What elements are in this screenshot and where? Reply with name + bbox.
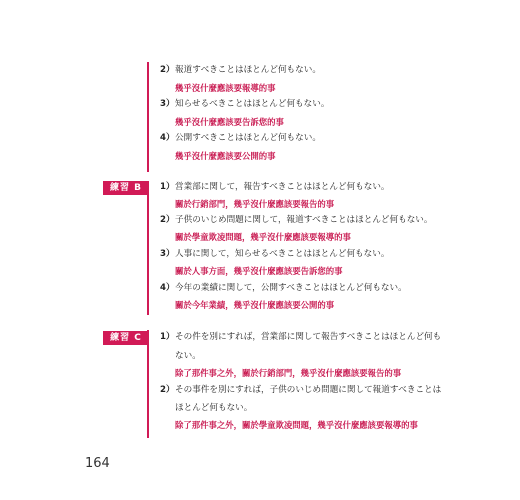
item-number: 1）	[160, 332, 175, 342]
japanese-sentence-continued: ない。	[175, 351, 201, 361]
list-item	[160, 280, 450, 298]
page-number: 164	[85, 456, 110, 471]
item-number: 4）	[160, 133, 175, 143]
list-item	[160, 179, 450, 197]
list-item	[160, 212, 450, 230]
japanese-sentence: 人事に関して，知らせるべきことはほとんど何もない。	[175, 249, 390, 259]
item-number: 2）	[160, 385, 175, 395]
translation: 除了那件事之外，關於學童欺凌問題，幾乎沒什麼應該要報導的事	[175, 420, 418, 430]
item-number: 4）	[160, 283, 175, 293]
japanese-sentence: 今年の業績に関して，公開すべきことはほとんど何もない。	[175, 283, 407, 293]
section-label-practice-c: 練習 C	[103, 331, 149, 345]
item-number: 2）	[160, 215, 175, 225]
margin-rule-top	[147, 62, 149, 172]
list-item	[160, 382, 450, 400]
japanese-sentence: 営業部に関して，報告すべきことはほとんど何もない。	[175, 182, 390, 192]
japanese-sentence: 報道すべきことはほとんど何もない。	[175, 65, 321, 75]
item-number: 2）	[160, 65, 175, 75]
list-item	[160, 62, 450, 80]
translation: 關於今年業績，幾乎沒什麼應該要公開的事	[175, 300, 335, 310]
list-item	[160, 246, 450, 264]
japanese-sentence: その件を別にすれば，営業部に関して報告すべきことはほとんど何も	[175, 332, 442, 342]
translation: 幾乎沒什麼應該要告訴您的事	[175, 117, 284, 127]
translation: 幾乎沒什麼應該要公開的事	[175, 151, 276, 161]
item-number: 3）	[160, 249, 175, 259]
list-item	[160, 329, 450, 347]
translation: 關於行銷部門，幾乎沒什麼應該要報告的事	[175, 199, 335, 209]
section-label-practice-b: 練習 B	[103, 181, 149, 195]
translation: 關於學童欺凌問題，幾乎沒什麼應該要報導的事	[175, 232, 351, 242]
translation: 關於人事方面，幾乎沒什麼應該要告訴您的事	[175, 266, 343, 276]
japanese-sentence: その事件を別にすれば，子供のいじめ問題に関して報道すべきことは	[175, 385, 442, 395]
margin-rule-c	[147, 330, 149, 438]
japanese-sentence: 公開すべきことはほとんど何もない。	[175, 133, 321, 143]
translation: 幾乎沒什麼應該要報導的事	[175, 83, 276, 93]
japanese-sentence: 知らせるべきことはほとんど何もない。	[175, 99, 330, 109]
list-item	[160, 96, 450, 114]
list-item	[160, 130, 450, 148]
japanese-sentence: 子供のいじめ問題に関して，報道すべきことはほとんど何もない。	[175, 215, 433, 225]
translation: 除了那件事之外，關於行銷部門，幾乎沒什麼應該要報告的事	[175, 368, 402, 378]
margin-rule-b	[147, 190, 149, 315]
japanese-sentence-continued: ほとんど何もない。	[175, 403, 253, 413]
item-number: 3）	[160, 99, 175, 109]
item-number: 1）	[160, 182, 175, 192]
